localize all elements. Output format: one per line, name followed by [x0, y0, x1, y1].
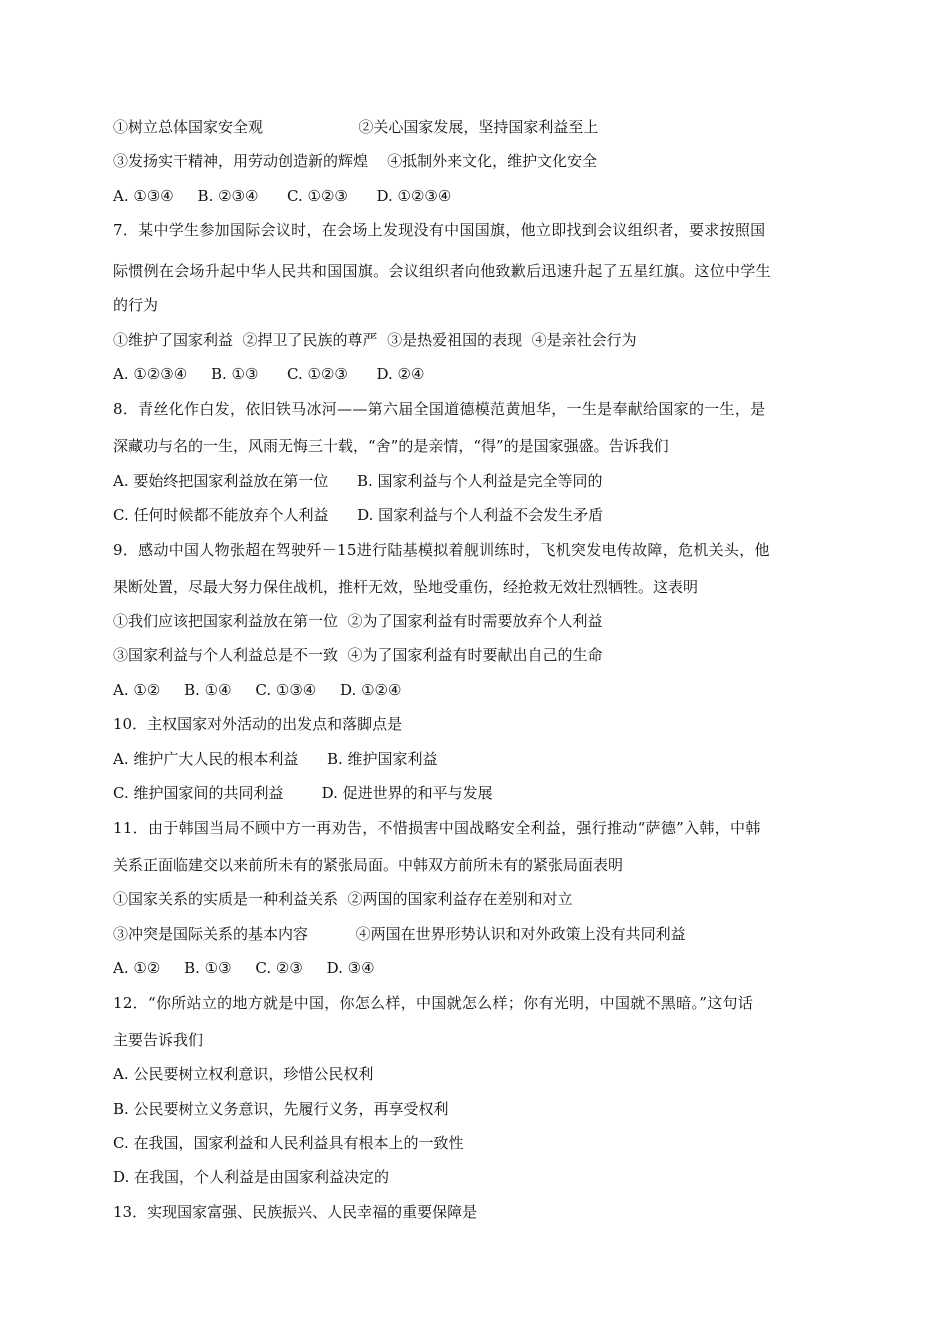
q6-statements-1-2: ①树立总体国家安全观 ②关心国家发展，坚持国家利益至上 [113, 118, 599, 136]
q13-stem: 13．实现国家富强、民族振兴、人民幸福的重要保障是 [113, 1203, 478, 1221]
q8-options-a-b: A. 要始终把国家利益放在第一位 B. 国家利益与个人利益是完全等同的 [113, 472, 603, 490]
q9-statements-3-4: ③国家利益与个人利益总是不一致 ④为了国家利益有时要献出自己的生命 [113, 646, 603, 664]
q10-stem: 10．主权国家对外活动的出发点和落脚点是 [113, 715, 403, 733]
q7-options: A. ①②③④ B. ①③ C. ①②③ D. ②④ [113, 365, 425, 383]
q11-stem-line-1: 11．由于韩国当局不顾中方一再劝告，不惜损害中国战略安全利益，强行推动“萨德”入韩，中韩 [113, 819, 761, 837]
q12-option-d: D. 在我国，个人利益是由国家利益决定的 [113, 1168, 390, 1186]
q8-stem-line-1: 8．青丝化作白发，依旧铁马冰河——第六届全国道德模范黄旭华，一生是奉献给国家的一生，是 [113, 400, 766, 418]
q7-statements: ①维护了国家利益 ②捍卫了民族的尊严 ③是热爱祖国的表现 ④是亲社会行为 [113, 331, 637, 349]
q6-options: A. ①③④ B. ②③④ C. ①②③ D. ①②③④ [113, 187, 452, 205]
q12-stem-line-1: 12．“你所站立的地方就是中国，你怎么样，中国就怎么样；你有光明，中国就不黑暗。”这句话 [113, 994, 754, 1012]
q9-stem-line-1: 9．感动中国人物张超在驾驶歼－15进行陆基模拟着舰训练时，飞机突发电传故障，危机关头，他 [113, 541, 770, 559]
q7-stem-line-2: 际惯例在会场升起中华人民共和国国旗。会议组织者向他致歉后迅速升起了五星红旗。这位中学生 [113, 262, 771, 280]
q10-options-a-b: A. 维护广大人民的根本利益 B. 维护国家利益 [113, 750, 438, 768]
q6-statements-3-4: ③发扬实干精神，用劳动创造新的辉煌 ④抵制外来文化，维护文化安全 [113, 152, 598, 170]
q7-stem-line-1: 7．某中学生参加国际会议时，在会场上发现没有中国国旗，他立即找到会议组织者，要求按照国 [113, 221, 766, 239]
q12-option-b: B. 公民要树立义务意识，先履行义务，再享受权利 [113, 1100, 449, 1118]
q9-options: A. ①② B. ①④ C. ①③④ D. ①②④ [113, 681, 402, 699]
q9-statements-1-2: ①我们应该把国家利益放在第一位 ②为了国家利益有时需要放弃个人利益 [113, 612, 603, 630]
q12-option-a: A. 公民要树立权利意识，珍惜公民权利 [113, 1065, 374, 1083]
q12-option-c: C. 在我国，国家利益和人民利益具有根本上的一致性 [113, 1134, 464, 1152]
q11-statements-3-4: ③冲突是国际关系的基本内容 ④两国在世界形势认识和对外政策上没有共同利益 [113, 925, 686, 943]
q9-stem-line-2: 果断处置，尽最大努力保住战机，推杆无效，坠地受重伤，经抢救无效壮烈牺牲。这表明 [113, 578, 699, 596]
q7-stem-line-3: 的行为 [113, 296, 159, 314]
q10-options-c-d: C. 维护国家间的共同利益 D. 促进世界的和平与发展 [113, 784, 493, 802]
q8-options-c-d: C. 任何时候都不能放弃个人利益 D. 国家利益与个人利益不会发生矛盾 [113, 506, 604, 524]
q11-statements-1-2: ①国家关系的实质是一种利益关系 ②两国的国家利益存在差别和对立 [113, 890, 573, 908]
q8-stem-line-2: 深藏功与名的一生，风雨无悔三十载，“舍”的是亲情，“得”的是国家强盛。告诉我们 [113, 437, 669, 455]
q12-stem-line-2: 主要告诉我们 [113, 1031, 204, 1049]
q11-options: A. ①② B. ①③ C. ②③ D. ③④ [113, 959, 375, 977]
q11-stem-line-2: 关系正面临建交以来前所未有的紧张局面。中韩双方前所未有的紧张局面表明 [113, 856, 624, 874]
